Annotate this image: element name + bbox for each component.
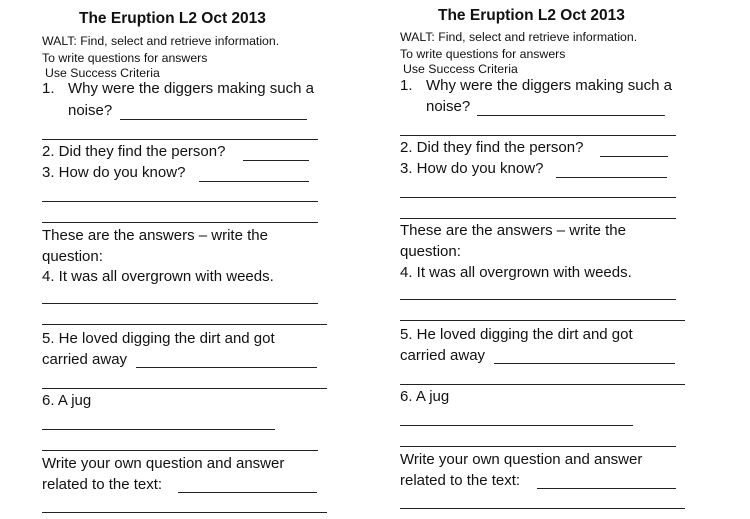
question-4: 4. It was all overgrown with weeds. [42,268,274,285]
answers-intro-line2: question: [42,248,103,265]
own-question-prompt: Write your own question and answer [400,451,643,468]
answer-line[interactable] [537,488,676,489]
walt-objective: WALT: Find, select and retrieve information. [42,34,280,48]
question-4: 4. It was all overgrown with weeds. [400,264,632,281]
question-1-number: 1. [42,80,55,97]
own-question-prompt-line2: related to the text: [42,476,163,493]
answer-line[interactable] [400,135,676,136]
answer-line[interactable] [600,156,668,157]
walt-objective: WALT: Find, select and retrieve information. [400,30,638,44]
question-5-line2: carried away [400,347,486,364]
answers-intro-line2: question: [400,243,461,260]
question-5-line2: carried away [42,351,128,368]
question-1-text: Why were the diggers making such a [426,77,672,94]
success-criteria: Use Success Criteria [403,62,518,76]
answer-line[interactable] [400,425,633,426]
walt-objective-line2: To write questions for answers [42,51,208,65]
answers-intro: These are the answers – write the [42,227,268,244]
answer-line[interactable] [400,384,685,385]
question-1-text-line2: noise? [68,102,113,119]
question-3: 3. How do you know? [42,164,186,181]
question-5: 5. He loved digging the dirt and got [42,330,275,347]
own-question-prompt: Write your own question and answer [42,455,285,472]
worksheet-title: The Eruption L2 Oct 2013 [79,10,266,27]
walt-objective-line2: To write questions for answers [400,47,566,61]
answer-line[interactable] [494,363,675,364]
own-question-prompt-line2: related to the text: [400,472,521,489]
question-1-text-line2: noise? [426,98,471,115]
question-2: 2. Did they find the person? [42,143,226,160]
success-criteria: Use Success Criteria [45,66,160,80]
answer-line[interactable] [400,218,676,219]
answer-line[interactable] [477,115,665,116]
question-6: 6. A jug [42,392,92,409]
answers-intro: These are the answers – write the [400,222,626,239]
answer-line[interactable] [556,177,667,178]
question-5: 5. He loved digging the dirt and got [400,326,633,343]
answer-line[interactable] [400,320,685,321]
answer-line[interactable] [400,299,676,300]
answer-line[interactable] [400,508,685,509]
question-2: 2. Did they find the person? [400,139,584,156]
question-6: 6. A jug [400,388,450,405]
answer-line[interactable] [400,197,676,198]
worksheet-title: The Eruption L2 Oct 2013 [438,7,625,24]
question-3: 3. How do you know? [400,160,544,177]
question-1-text: Why were the diggers making such a [68,80,314,97]
answer-line[interactable] [400,446,676,447]
question-1-number: 1. [400,77,413,94]
